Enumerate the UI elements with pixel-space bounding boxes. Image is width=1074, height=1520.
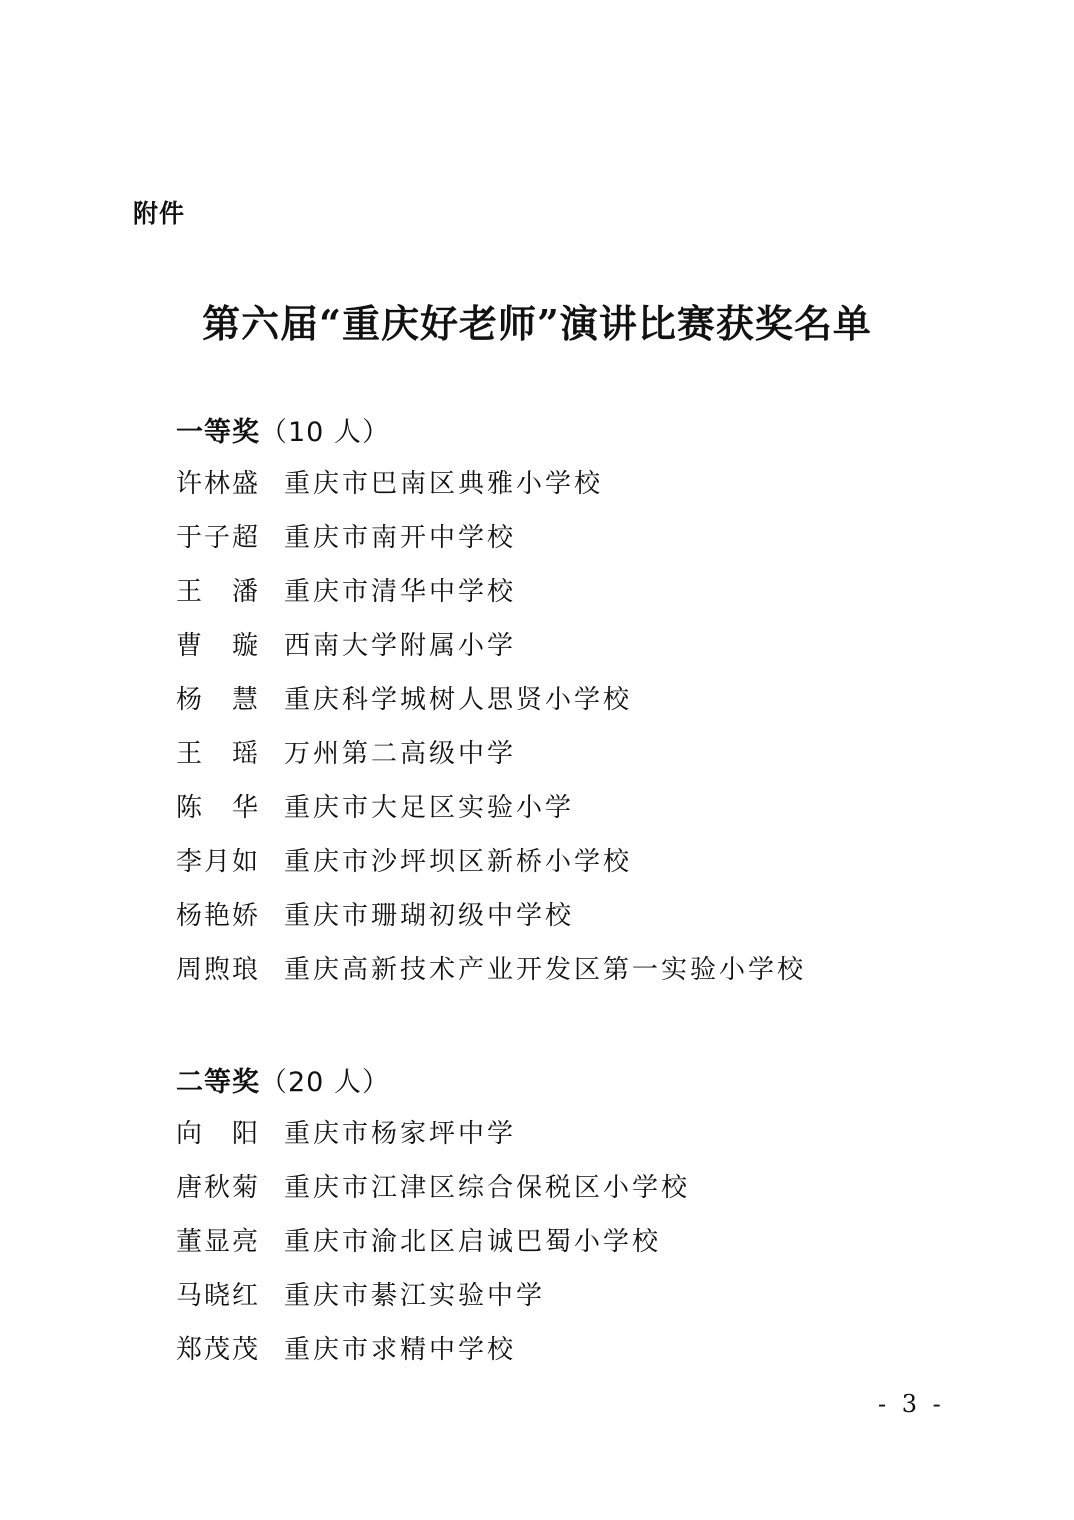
winner-school: 重庆高新技术产业开发区第一实验小学校 [284, 955, 807, 985]
winner-school: 重庆市珊瑚初级中学校 [284, 901, 575, 931]
list-item [176, 835, 806, 889]
list-item [176, 781, 806, 835]
winner-name: 郑茂茂 [176, 1335, 261, 1365]
document-title: 第六届“重庆好老师”演讲比赛获奖名单 [202, 301, 872, 346]
winner-school: 万州第二高级中学 [284, 739, 517, 769]
section-count: （20 人） [260, 1067, 390, 1098]
list-item [176, 1215, 690, 1269]
winner-school: 重庆市杨家坪中学 [284, 1119, 517, 1149]
section-title: 一等奖 [176, 417, 260, 448]
winner-school: 重庆市渝北区启诚巴蜀小学校 [284, 1227, 662, 1257]
first-prize-list [176, 457, 806, 997]
winner-name: 马晓红 [176, 1281, 261, 1311]
list-item [176, 1323, 690, 1377]
list-item [176, 889, 806, 943]
winner-name: 许林盛 [176, 469, 261, 499]
list-item [176, 457, 806, 511]
list-item [176, 943, 806, 997]
winner-school: 重庆市沙坪坝区新桥小学校 [284, 847, 633, 877]
winner-name: 唐秋菊 [176, 1173, 261, 1203]
section-heading-second-prize [176, 1060, 390, 1099]
winner-school: 重庆市巴南区典雅小学校 [284, 469, 604, 499]
second-prize-list [176, 1107, 690, 1377]
list-item [176, 511, 806, 565]
winner-name: 于子超 [176, 523, 261, 553]
list-item [176, 673, 806, 727]
list-item [176, 1107, 690, 1161]
list-item [176, 565, 806, 619]
winner-name: 王 瑶 [176, 739, 261, 769]
list-item [176, 619, 806, 673]
list-item [176, 1161, 690, 1215]
winner-school: 西南大学附属小学 [284, 631, 517, 661]
winner-name: 曹 璇 [176, 631, 261, 661]
attachment-label: 附件 [133, 199, 186, 228]
page-number: - 3 - [878, 1390, 945, 1418]
winner-name: 向 阳 [176, 1119, 261, 1149]
winner-name: 王 潘 [176, 577, 261, 607]
winner-school: 重庆市江津区综合保税区小学校 [284, 1173, 691, 1203]
winner-name: 陈 华 [176, 793, 261, 823]
winner-name: 董显亮 [176, 1227, 261, 1257]
winner-school: 重庆市清华中学校 [284, 577, 517, 607]
winner-school: 重庆市南开中学校 [284, 523, 517, 553]
winner-name: 杨艳娇 [176, 901, 261, 931]
winner-name: 杨 慧 [176, 685, 261, 715]
list-item [176, 727, 806, 781]
winner-name: 周煦琅 [176, 955, 261, 985]
winner-school: 重庆科学城树人思贤小学校 [284, 685, 633, 715]
section-title: 二等奖 [176, 1067, 260, 1098]
winner-school: 重庆市求精中学校 [284, 1335, 517, 1365]
list-item [176, 1269, 690, 1323]
winner-school: 重庆市綦江实验中学 [284, 1281, 546, 1311]
winner-school: 重庆市大足区实验小学 [284, 793, 575, 823]
winner-name: 李月如 [176, 847, 261, 877]
section-count: （10 人） [260, 417, 390, 448]
section-heading-first-prize [176, 410, 390, 449]
